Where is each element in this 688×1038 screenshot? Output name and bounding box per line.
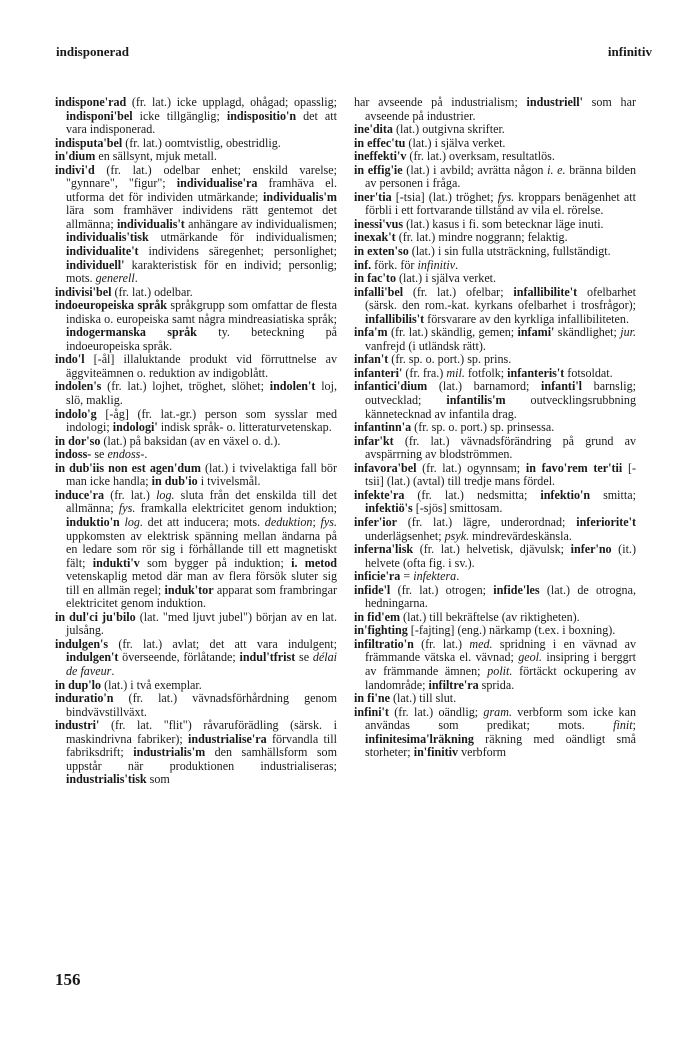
definition-text: . <box>134 271 138 286</box>
dictionary-entry <box>354 611 636 625</box>
dictionary-entry <box>55 719 337 787</box>
definition-text: (lat. "med ljuvt jubel") början av en lat. julsång. <box>66 609 337 638</box>
definition-text: (fr. lat.) lägre, underordnad; <box>396 514 577 529</box>
definition-text: sprida. <box>478 677 515 692</box>
headword: infanteri' <box>354 365 403 380</box>
definition-text: (lat.) outgivna skrifter. <box>392 122 505 137</box>
italic-label: log. <box>156 487 175 502</box>
italic-label: délai de faveur <box>66 650 337 678</box>
headword: individualis't <box>116 216 185 231</box>
left-column <box>55 96 337 787</box>
dictionary-entry <box>354 231 636 245</box>
italic-label: fys. <box>497 189 515 204</box>
dictionary-entry <box>354 570 636 584</box>
definition-text: (fr. lat.) odelbar enhet; enskild varelse; "gynnare", "figur"; <box>66 162 337 191</box>
headword: infa'm <box>354 325 388 340</box>
dictionary-entry <box>354 706 636 760</box>
dictionary-entry <box>354 259 636 273</box>
definition-text: i tvivelsmål. <box>197 474 261 489</box>
headword: iner'tia <box>354 189 392 204</box>
definition-text: (lat.) kasus i fi. som betecknar läge inuti. <box>403 216 604 231</box>
headword: infantinn'a <box>354 420 412 435</box>
dictionary-entry <box>55 679 337 693</box>
right-column <box>354 96 636 760</box>
headword: infekte'ra <box>354 487 405 502</box>
definition-text: . <box>455 257 459 272</box>
definition-text: uppkomsten av elektrisk spänning mellan ändarna på en ledare som rör sig i förhållande till ett magnetiskt fält; <box>66 528 337 570</box>
definition-text: barnslig; outvecklad; <box>365 379 636 408</box>
headword: infanteris't <box>507 365 565 380</box>
italic-label: jur. <box>620 325 636 340</box>
definition-text: (fr. lat.) oomtvistlig, obestridlig. <box>122 135 281 150</box>
definition-text: en sällsynt, mjuk metall. <box>95 149 217 164</box>
definition-text: insipring i berggrt av främmande ämnen; <box>365 650 637 678</box>
headword: inferiorite't <box>576 514 636 529</box>
dictionary-entry <box>354 353 636 367</box>
dictionary-entry <box>354 245 636 259</box>
headword: i. metod <box>291 555 338 570</box>
italic-label: generell <box>95 271 135 286</box>
definition-text: försvarare av den kyrkliga infallibiliteten. <box>424 311 629 326</box>
definition-text: icke tillgänglig; <box>132 108 227 123</box>
definition-text: (fr. lat.) ogynnsam; <box>416 460 526 475</box>
definition-text: [-åg] (fr. lat.-gr.) person som sysslar med indologi; <box>66 406 337 435</box>
headword: infide'l <box>354 582 391 597</box>
definition-text: bränna bilden av personen i fråga. <box>365 162 636 191</box>
dictionary-entry <box>55 380 337 407</box>
definition-text: anhängare av individualismen; <box>184 216 337 231</box>
headword: inessi'vus <box>354 216 404 231</box>
dictionary-entry <box>354 137 636 151</box>
italic-label: gram. <box>483 704 512 719</box>
definition-text: kroppars benägenhet att förbli i ett fortvarande tillstånd av vila el. rörelse. <box>365 189 636 218</box>
headword: infiltratio'n <box>354 636 414 651</box>
definition-text: (lat.) i sin fulla utsträckning, fullständigt. <box>408 244 611 259</box>
dictionary-entry <box>354 218 636 232</box>
definition-text: (lat.) de otrogna, hedningarna. <box>365 582 636 611</box>
definition-text: fotfolk; <box>464 365 508 380</box>
headword: infektiö's <box>365 501 413 516</box>
definition-text: som <box>146 772 170 787</box>
italic-label: i. e. <box>547 162 566 177</box>
definition-text: (fr. lat.) vävnadsförhårdning genom bindvävstillväxt. <box>66 691 337 719</box>
headword: in'dium <box>55 149 96 164</box>
headword: industri' <box>55 718 100 733</box>
definition-text: [-sjös] smittosam. <box>412 501 503 516</box>
definition-text: vetenskaplig metod där man av flera försök sluter sig till en allmän regel; <box>66 569 337 597</box>
definition-text: (fr. lat.) lojhet, tröghet, slöhet; <box>101 379 270 394</box>
definition-text: lära som framhäver individens rätt gentemot det allmänna; <box>66 203 337 231</box>
definition-text: ty. beteckning på indoeuropeiska språk. <box>66 325 337 353</box>
definition-text: . <box>144 447 148 462</box>
definition-text: (fr. lat.) skändlig, gemen; <box>387 325 518 340</box>
definition-text: som har avseende på industrier. <box>365 95 636 123</box>
dictionary-entry <box>55 489 337 611</box>
headword: individualite't <box>66 244 139 259</box>
definition-text: = <box>400 569 414 584</box>
definition-text: (lat.) i två exemplar. <box>101 677 202 692</box>
definition-text: framkalla elektricitet genom induktion; <box>135 501 337 516</box>
dictionary-entry <box>354 150 636 164</box>
definition-text: det att inducera; mots. <box>142 514 265 529</box>
dictionary-entry <box>55 299 337 353</box>
definition-text: . <box>456 569 460 584</box>
headword: induk'tor <box>164 582 214 597</box>
definition-text: fotsoldat. <box>564 365 613 380</box>
headword: in dub'iis non est agen'dum <box>55 460 201 475</box>
headword: infinitesima'lräkning <box>365 731 474 746</box>
definition-text: ; <box>632 718 636 733</box>
dictionary-entry <box>55 96 337 137</box>
definition-text: (lat.) barnamord; <box>427 379 542 394</box>
headword: infan't <box>354 352 389 367</box>
dictionary-entry <box>354 516 636 543</box>
definition-text: smitta; <box>590 487 636 502</box>
italic-label: mil. <box>446 365 465 380</box>
definition-text: språkgrupp som omfattar de flesta indiska o. europeiska samt några mindreasiatiska språk; <box>66 298 337 326</box>
page-number: 156 <box>55 970 81 989</box>
headword: in dor'so <box>55 433 101 448</box>
headword: indukti'v <box>92 555 140 570</box>
dictionary-entry <box>354 435 636 462</box>
dictionary-entry <box>354 380 636 421</box>
dictionary-entry <box>354 543 636 570</box>
definition-text: (fr. lat.) mindre noggrann; felaktig. <box>395 230 568 245</box>
definition-text: (fr. lat.) icke upplagd, ohågad; opasslig; <box>126 95 337 109</box>
definition-text: underlägsenhet; <box>365 528 445 543</box>
definition-text: förtäckt ockupering av landområde; <box>365 663 636 692</box>
headword: indisputa'bel <box>55 135 123 150</box>
headword: induce'ra <box>55 487 105 502</box>
definition-text: (fr. sp. o. port.) sp. prinsessa. <box>411 420 555 435</box>
definition-text: [-fajting] (eng.) närkamp (t.ex. i boxning). <box>407 623 616 638</box>
definition-text: (fr. lat. "flit") råvaruförädling (särsk. i maskindrivna fabriker); <box>66 718 337 746</box>
dictionary-entry <box>354 421 636 435</box>
headword: individualis'm <box>263 189 337 204</box>
dictionary-entry <box>354 272 636 286</box>
headword: infiltre'ra <box>428 677 479 692</box>
dictionary-entry <box>354 96 636 123</box>
definition-text: (lat.) i själva verket. <box>405 135 506 150</box>
definition-text: det att vara indisponerad. <box>66 108 337 137</box>
headword: infer'no <box>570 542 612 557</box>
definition-text: se <box>295 650 313 665</box>
definition-text: (lat.) på baksidan (av en växel o. d.). <box>100 433 281 448</box>
dictionary-entry <box>55 462 337 489</box>
italic-label: log. <box>124 514 143 529</box>
definition-text: (fr. lat.) otrogen; <box>390 582 494 597</box>
headword: indoeuropeiska språk <box>55 298 168 313</box>
definition-text: loj, slö, maklig. <box>66 379 337 408</box>
dictionary-entry <box>55 150 337 164</box>
headword: industrialis'tisk <box>66 772 147 787</box>
definition-text: mindrevärdeskänsla. <box>469 528 572 543</box>
definition-text: (fr. lat.) avlat; det att vara indulgent; <box>108 636 337 651</box>
headword: in effec'tu <box>354 135 406 150</box>
definition-text: (fr. lat.) oändlig; <box>388 704 484 719</box>
headword: indul'tfrist <box>239 650 296 665</box>
headword: induratio'n <box>55 691 114 706</box>
definition-text: [-tsia] (lat.) tröghet; <box>391 189 498 204</box>
definition-text: (lat.) i tvivelaktiga fall bör man icke handla; <box>66 460 337 489</box>
definition-text: (fr. lat.) vävnadsförändring på grund av avspärrning av blodströmmen. <box>365 433 636 462</box>
dictionary-entry <box>55 448 337 462</box>
definition-text: (fr. lat.) <box>104 487 157 502</box>
headword: indogermanska språk <box>66 325 197 340</box>
headword: infavora'bel <box>354 460 417 475</box>
headword: in dul'ci ju'bilo <box>55 609 136 624</box>
definition-text: (fr. lat.) helvetisk, djävulsk; <box>413 542 571 557</box>
definition-text: (lat.) till bekräftelse (av riktigheten). <box>400 609 580 624</box>
headword: indolo'g <box>55 406 97 421</box>
headword: industrialise'ra <box>188 731 267 746</box>
italic-label: endoss- <box>107 447 145 462</box>
headword: infallibilite't <box>513 284 578 299</box>
headword: infer'ior <box>354 514 397 529</box>
italic-label: fys. <box>118 501 136 516</box>
definition-text: se <box>91 447 108 462</box>
dictionary-entry <box>354 462 636 489</box>
italic-label: psyk. <box>444 528 470 543</box>
headword: inexak't <box>354 230 396 245</box>
headword: infantici'dium <box>354 379 428 394</box>
definition-text: (fr. lat.) nedsmitta; <box>404 487 541 502</box>
dictionary-entry <box>354 624 636 638</box>
headword: induktio'n <box>66 514 120 529</box>
definition-text: (fr. lat.) ofelbar; <box>403 284 514 299</box>
dictionary-entry <box>55 408 337 435</box>
italic-label: geol. <box>518 650 543 665</box>
headword: infallibilis't <box>365 311 425 326</box>
dictionary-entry <box>55 638 337 679</box>
headword: infektio'n <box>540 487 591 502</box>
headword: in fi'ne <box>354 691 390 706</box>
definition-text: spridning i en vävnad av främmande vätska el. vävnad; <box>365 636 636 665</box>
dictionary-entry <box>354 584 636 611</box>
headword: indolen's <box>55 379 102 394</box>
definition-text: . <box>111 663 115 678</box>
right-guide-word: infinitiv <box>607 44 652 59</box>
definition-text: utmärkande för individualismen; <box>148 230 337 245</box>
headword: ine'dita <box>354 122 393 137</box>
headword: indivi'd <box>55 162 95 177</box>
headword: inferna'lisk <box>354 542 414 557</box>
dictionary-entry <box>55 286 337 300</box>
dictionary-entry <box>354 191 636 218</box>
dictionary-entry <box>55 353 337 380</box>
definition-text: apparat som frambringar elektricitet genom induktion. <box>66 582 337 611</box>
headword: individuell' <box>66 257 125 272</box>
definition-text: (lat.) till slut. <box>389 691 457 706</box>
headword: infini't <box>354 704 389 719</box>
italic-label: polit. <box>487 663 513 678</box>
headword: indo'l <box>55 352 85 367</box>
definition-text: indisk språk- o. litteraturvetenskap. <box>157 420 332 435</box>
headword: indulgen't <box>66 650 119 665</box>
headword: infalli'bel <box>354 284 404 299</box>
headword: indispositio'n <box>226 108 297 123</box>
headword: infantilis'm <box>446 393 506 408</box>
headword: in dub'io <box>151 474 198 489</box>
definition-text: (fr. lat.) overksam, resultatlös. <box>406 149 555 164</box>
headword: in'fighting <box>354 623 408 638</box>
headword: industriell' <box>526 95 583 109</box>
dictionary-entry <box>55 611 337 638</box>
dictionary-entry <box>354 286 636 327</box>
definition-text: verbform som icke kan användas som predikat; mots. <box>365 704 636 733</box>
headword: in'finitiv <box>413 745 459 760</box>
headword: in effig'ie <box>354 162 403 177</box>
dictionary-entry <box>55 435 337 449</box>
definition-text: karakteristisk för en individ; personlig; mots. <box>66 257 337 286</box>
dictionary-entry <box>354 367 636 381</box>
headword: in exten'so <box>354 244 409 259</box>
headword: ineffekti'v <box>354 149 407 164</box>
definition-text: som bygger på induktion; <box>139 555 292 570</box>
italic-label: infinitiv <box>417 257 456 272</box>
headword: individualise'ra <box>176 176 258 191</box>
dictionary-entry <box>55 137 337 151</box>
italic-label: med. <box>469 636 493 651</box>
definition-text: (fr. sp. o. port.) sp. prins. <box>388 352 512 367</box>
dictionary-entry <box>354 164 636 191</box>
headword: industrialis'm <box>133 745 206 760</box>
headword: indulgen's <box>55 636 109 651</box>
left-guide-word: indisponerad <box>56 44 129 59</box>
definition-text: (lat.) i avbild; avrätta någon <box>402 162 548 177</box>
headword: indispone'rad <box>55 95 127 109</box>
definition-text: [-tsii] (lat.) (avtal) till tredje mans fördel. <box>365 460 637 489</box>
definition-text: (fr. lat.) <box>413 636 470 651</box>
definition-text: [-ål] illaluktande produkt vid förruttnelse av äggviteämnen o. reduktion av indigoblått. <box>66 352 337 380</box>
definition-text: sluta från det enskilda till det allmänna; <box>66 487 337 516</box>
definition-text: framhäva el. utforma det för individen utmärkande; <box>66 176 337 204</box>
headword: indoss- <box>55 447 92 462</box>
headword: individualis'tisk <box>66 230 149 245</box>
italic-label: infektera <box>413 569 457 584</box>
definition-text: (it.) helvete (ofta fig. i sv.). <box>365 542 636 570</box>
definition-text: (lat.) i själva verket. <box>396 271 497 286</box>
headword: indolen't <box>269 379 316 394</box>
definition-text: förk. för <box>371 257 418 272</box>
definition-text: vanfrejd (i utländsk rätt). <box>365 338 486 353</box>
headword: in dup'lo <box>55 677 102 692</box>
headword: inf. <box>354 257 372 272</box>
headword: in favo'rem ter'tii <box>525 460 623 475</box>
dictionary-entry <box>354 489 636 516</box>
definition-text: har avseende på industrialism; <box>354 95 527 109</box>
headword: infami' <box>517 325 555 340</box>
headword: indologi' <box>112 420 158 435</box>
italic-label: finit <box>613 718 633 733</box>
dictionary-entry <box>354 692 636 706</box>
definition-text: (fr. fra.) <box>402 365 447 380</box>
dictionary-entry <box>55 692 337 719</box>
definition-text: räkning med oändligt små storheter; <box>365 731 636 760</box>
italic-label: fys. <box>320 514 337 529</box>
definition-text: skändlighet; <box>554 325 621 340</box>
definition-text: individens säregenhet; personlighet; <box>138 244 337 259</box>
definition-text: outvecklingsrubbning kännetecknad av infantila drag. <box>365 393 636 421</box>
headword: in fid'em <box>354 609 401 624</box>
definition-text: förvandla till fabriksdrift; <box>66 731 337 760</box>
definition-text: verbform <box>458 745 507 760</box>
headword: indisponi'bel <box>66 108 133 123</box>
headword: indivisi'bel <box>55 284 112 299</box>
definition-text: den samhällsform som uppstår när produktionen industrialiseras; <box>66 745 337 773</box>
definition-text: ofelbarhet (särsk. den rom.-kat. kyrkans ofelbarhet i trosfrågor); <box>365 284 636 313</box>
dictionary-entry <box>354 326 636 353</box>
definition-text: överseende, förlåtande; <box>118 650 240 665</box>
dictionary-entry <box>55 164 337 286</box>
definition-text: (fr. lat.) odelbar. <box>111 284 193 299</box>
definition-text: ; <box>312 514 321 529</box>
headword: in fac'to <box>354 271 396 286</box>
headword: inficie'ra <box>354 569 401 584</box>
dictionary-entry <box>354 638 636 692</box>
headword: infar'kt <box>354 433 394 448</box>
dictionary-entry <box>354 123 636 137</box>
headword: infide'les <box>493 582 540 597</box>
italic-label: deduktion <box>264 514 313 529</box>
headword: infanti'l <box>541 379 583 394</box>
